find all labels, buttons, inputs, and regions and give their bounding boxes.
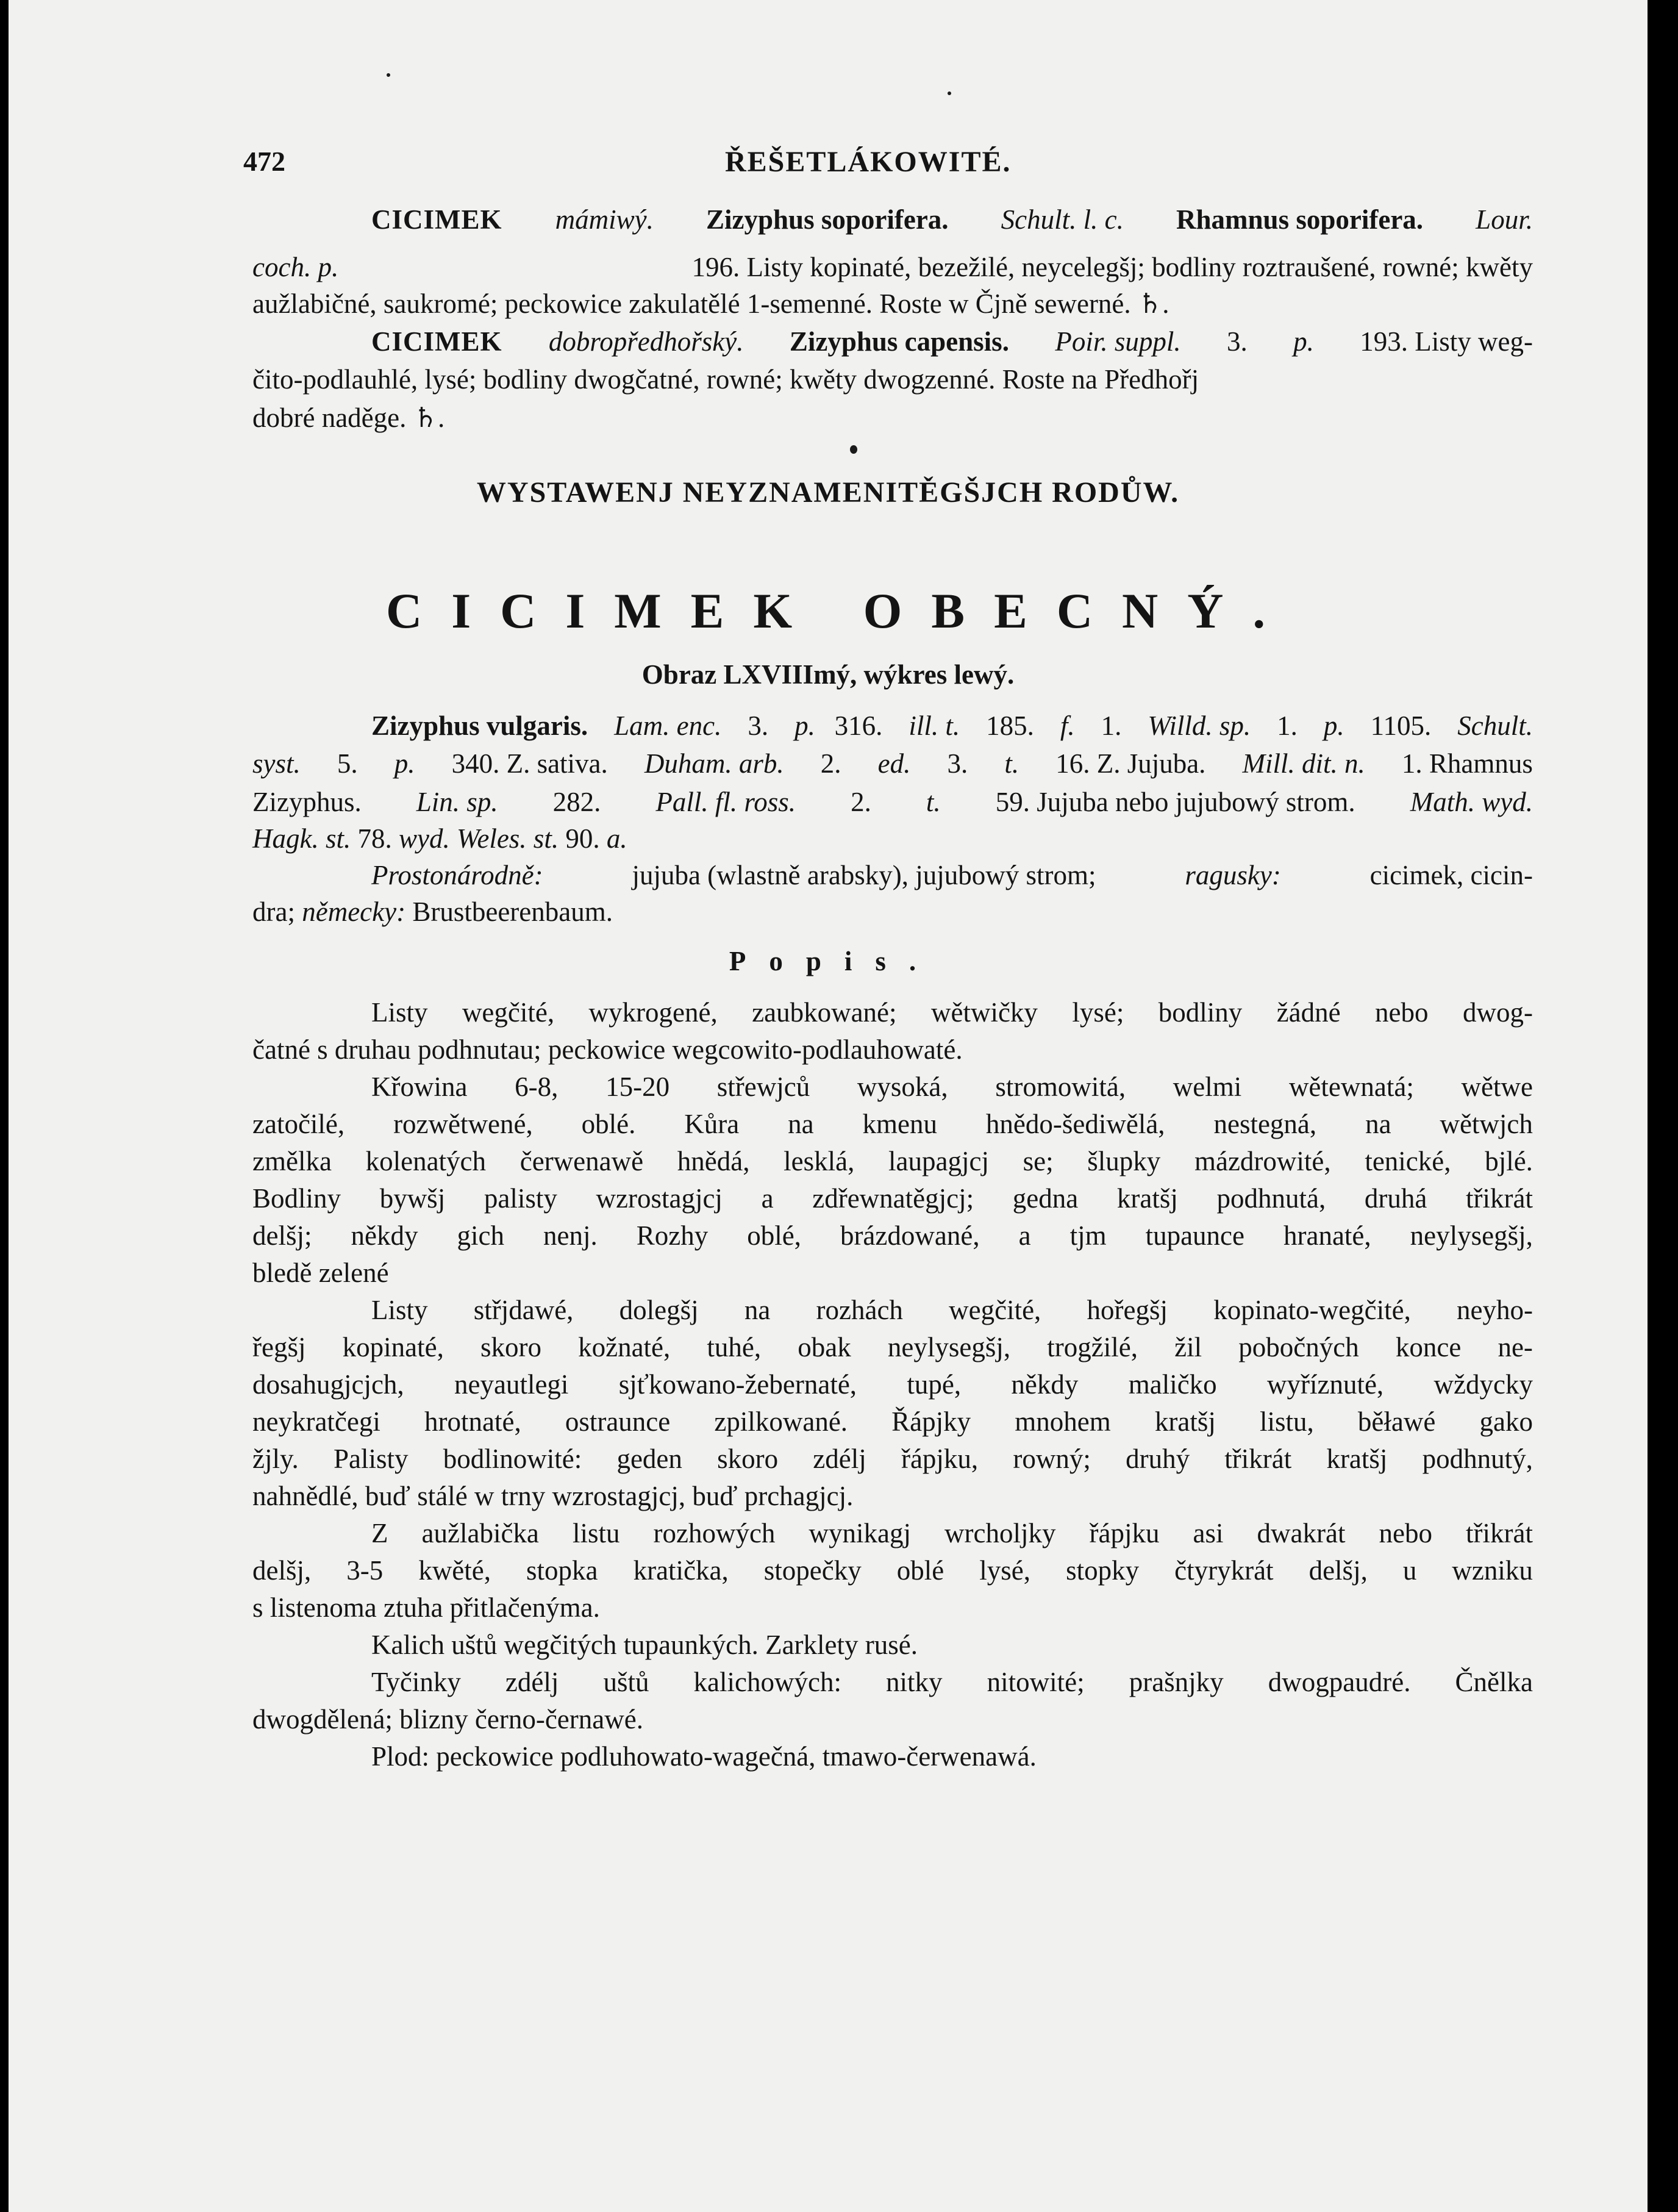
word: wegčité, <box>462 997 555 1028</box>
word: neyho- <box>1457 1295 1533 1325</box>
word: asi <box>1193 1518 1224 1548</box>
paper-speck <box>948 91 951 95</box>
word: brázdowané, <box>840 1220 980 1251</box>
word: kratšj <box>1116 1183 1178 1214</box>
description-line <box>371 1068 1533 1105</box>
word: oblé <box>896 1555 944 1586</box>
text-run: ed. <box>877 748 918 779</box>
word: wynikagj <box>809 1518 911 1548</box>
word: ne- <box>1498 1332 1533 1362</box>
word: lysé, <box>979 1555 1031 1586</box>
text-run: 340. Z. sativa. <box>451 748 615 779</box>
text-run: ill. t. <box>909 710 967 741</box>
synonym-line <box>371 707 1533 744</box>
text-run: CICIMEK <box>371 326 510 357</box>
text-run: p. <box>794 710 815 741</box>
word: nebo <box>1379 1518 1432 1548</box>
word: mázdrowité, <box>1194 1146 1331 1176</box>
word: neylysegšj, <box>887 1332 1011 1362</box>
book-page <box>9 0 1648 2212</box>
word: kratšj <box>1154 1406 1216 1437</box>
word: kopinaté, <box>342 1332 444 1362</box>
word: rozwětwené, <box>393 1109 533 1139</box>
text-run: 193. Listy weg- <box>1360 326 1533 357</box>
text-run: aužlabičné, saukromé; peckowice zakulatělé 1-semenné. Roste w Čjně sewerné. ♄. <box>252 288 1169 319</box>
line-text: bledě zelené <box>252 1258 389 1288</box>
line-text: Kalich uštů wegčitých tupaunkých. Zarklety rusé. <box>371 1630 918 1660</box>
word: hnědo-šediwělá, <box>985 1109 1165 1139</box>
synonym-line <box>371 857 1533 893</box>
text-run: cicimek, cicin- <box>1369 860 1533 890</box>
word: kmenu <box>862 1109 937 1139</box>
word: hranaté, <box>1283 1220 1371 1251</box>
entry-line <box>252 285 1533 322</box>
word: řápjku <box>1089 1518 1160 1548</box>
text-run: mámiwý. <box>555 204 661 235</box>
word: stopka <box>526 1555 598 1586</box>
text-run: p. <box>1323 710 1351 741</box>
description-line <box>252 1180 1533 1217</box>
word: wětwe <box>1461 1072 1533 1102</box>
text-run: ragusky: <box>1185 860 1288 890</box>
word: delšj, <box>1308 1555 1368 1586</box>
description-line <box>252 1403 1533 1440</box>
word: žádné <box>1276 997 1341 1028</box>
word: tenické, <box>1365 1146 1451 1176</box>
word: střewjců <box>716 1072 810 1102</box>
description-line <box>252 1217 1533 1254</box>
line-text: dwogdělená; blizny černo-černawé. <box>252 1704 643 1734</box>
word: tupé, <box>907 1369 962 1400</box>
text-run: Hagk. st. <box>252 823 358 854</box>
word: 15-20 <box>605 1072 670 1102</box>
description-line <box>371 1627 1533 1663</box>
word: nestegná, <box>1213 1109 1317 1139</box>
word: kratička, <box>633 1555 729 1586</box>
word: bywšj <box>379 1183 446 1214</box>
text-run: f. <box>1060 710 1082 741</box>
word: trogžilé, <box>1047 1332 1138 1362</box>
text-run: 1. <box>1101 710 1129 741</box>
text-run: Poir. suppl. <box>1055 326 1188 357</box>
word: tuhé, <box>707 1332 762 1362</box>
synonym-line <box>252 820 1533 857</box>
text-run: 185. <box>986 710 1041 741</box>
text-run: Math. wyd. <box>1410 787 1533 817</box>
word: delšj; <box>252 1220 312 1251</box>
word: skoro <box>717 1444 779 1474</box>
word: listu, <box>1260 1406 1314 1437</box>
word: Řápjky <box>891 1406 971 1437</box>
text-run: Lour. <box>1476 204 1533 235</box>
word: Listy <box>371 997 428 1028</box>
text-run: Pall. fl. ross. <box>655 787 803 817</box>
word: gedna <box>1012 1183 1079 1214</box>
description-line <box>252 1701 1533 1738</box>
word: druhý <box>1126 1444 1190 1474</box>
description-line <box>252 1255 1533 1291</box>
word: lesklá, <box>784 1146 855 1176</box>
word: dwog- <box>1462 997 1533 1028</box>
word: u <box>1402 1555 1417 1586</box>
text-run: 3. <box>748 710 776 741</box>
description-line <box>252 1106 1533 1142</box>
description-line <box>252 1589 1533 1626</box>
word: někdy <box>1011 1369 1079 1400</box>
text-run: p. <box>1293 326 1321 357</box>
text-run: Lin. sp. <box>416 787 505 817</box>
word: wětwjch <box>1440 1109 1533 1139</box>
word: lysé; <box>1072 997 1124 1028</box>
text-run: 282. <box>552 787 608 817</box>
line-text: nahnědlé, buď stálé w trny wzrostagjcj, buď prchagjcj. <box>252 1481 854 1511</box>
entry-line <box>252 249 1533 285</box>
word: kwěté, <box>418 1555 491 1586</box>
text-run: Willd. sp. <box>1148 710 1258 741</box>
word: třikrát <box>1224 1444 1292 1474</box>
synonym-line <box>252 745 1533 782</box>
word: Čnělka <box>1455 1667 1533 1697</box>
word: Z <box>371 1518 388 1548</box>
popis-heading: Popis. <box>729 946 940 976</box>
word: hořegšj <box>1087 1295 1168 1325</box>
word: někdy <box>351 1220 418 1251</box>
word: kratšj <box>1326 1444 1388 1474</box>
description-line <box>252 1329 1533 1365</box>
text-run: wyd. Weles. st. <box>399 823 566 854</box>
word: na <box>788 1109 814 1139</box>
word: gich <box>457 1220 504 1251</box>
word: wětwičky <box>930 997 1038 1028</box>
synonym-line <box>252 893 1533 930</box>
text-run: dobropředhořský. <box>548 326 751 357</box>
species-title: CICIMEK OBECNÝ. <box>386 583 1294 639</box>
word: stopky <box>1066 1555 1140 1586</box>
word: běławé <box>1357 1406 1436 1437</box>
word: delšj, <box>252 1555 312 1586</box>
text-run: 59. Jujuba nebo jujubowý strom. <box>995 787 1362 817</box>
word: a <box>761 1183 774 1214</box>
description-line <box>371 1515 1533 1552</box>
word: rozhách <box>816 1295 903 1325</box>
word: hrotnaté, <box>424 1406 521 1437</box>
word: stromowitá, <box>995 1072 1126 1102</box>
word: dwogpaudré. <box>1268 1667 1411 1697</box>
text-run: 1. <box>1277 710 1305 741</box>
running-head: ŘEŠETLÁKOWITÉ. <box>725 146 1012 178</box>
word: wyříznuté, <box>1267 1369 1384 1400</box>
word: a <box>1018 1220 1031 1251</box>
description-line <box>252 1478 1533 1514</box>
word: aužlabička <box>421 1518 539 1548</box>
text-run: coch. p. <box>252 252 346 282</box>
word: sjťkowano-žebernaté, <box>618 1369 857 1400</box>
word: stopečky <box>763 1555 862 1586</box>
text-run: 196. Listy kopinaté, bezežilé, neycelegšj; bodliny roztraušené, rowné; kwěty <box>691 252 1533 282</box>
entry-line <box>252 361 1533 398</box>
word: tupaunce <box>1145 1220 1244 1251</box>
text-run: Zizyphus capensis. <box>789 326 1016 357</box>
text-run: t. <box>1004 748 1026 779</box>
word: Křowina <box>371 1072 468 1102</box>
word: rozhowých <box>653 1518 776 1548</box>
word: Kůra <box>684 1109 740 1139</box>
word: druhá <box>1364 1183 1427 1214</box>
word: listu <box>572 1518 620 1548</box>
word: uštů <box>603 1667 649 1697</box>
word: Palisty <box>334 1444 409 1474</box>
word: dolegšj <box>619 1295 699 1325</box>
word: se; <box>1023 1146 1054 1176</box>
word: gako <box>1479 1406 1533 1437</box>
description-line <box>252 1441 1533 1477</box>
entry-line <box>371 201 1533 238</box>
text-run: 16. Z. Jujuba. <box>1055 748 1213 779</box>
word: nitky <box>886 1667 943 1697</box>
word: wykrogené, <box>588 997 718 1028</box>
word: na <box>744 1295 771 1325</box>
paper-speck <box>850 445 857 454</box>
text-run: německy: <box>302 897 413 927</box>
description-line <box>371 994 1533 1031</box>
text-run: Zizyphus soporifera. <box>706 204 955 235</box>
word: na <box>1365 1109 1391 1139</box>
line-text: s listenoma ztuha přitlačenýma. <box>252 1592 600 1623</box>
word: bjlé. <box>1485 1146 1533 1176</box>
text-run: 1. Rhamnus <box>1401 748 1533 779</box>
word: tjm <box>1069 1220 1107 1251</box>
word: řápjku, <box>901 1444 979 1474</box>
text-run: a. <box>606 823 627 854</box>
text-run: dobré naděge. ♄. <box>252 403 445 433</box>
word: neyautlegi <box>454 1369 569 1400</box>
word: zatočilé, <box>252 1109 345 1139</box>
word: 6-8, <box>515 1072 559 1102</box>
word: mnohem <box>1015 1406 1111 1437</box>
word: maličko <box>1128 1369 1217 1400</box>
word: neykratčegi <box>252 1406 380 1437</box>
word: dosahugjcjch, <box>252 1369 404 1400</box>
word: podhnutý, <box>1422 1444 1533 1474</box>
text-run: p. <box>394 748 422 779</box>
text-run: čito-podlauhlé, lysé; bodliny dwogčatné, rowné; kwěty dwogzenné. Roste na Předhořj <box>252 364 1199 395</box>
word: Bodliny <box>252 1183 341 1214</box>
entry-line <box>252 399 1533 436</box>
word: Tyčinky <box>371 1667 461 1697</box>
description-line <box>252 1552 1533 1589</box>
word: wysoká, <box>857 1072 948 1102</box>
word: zdélj <box>505 1667 559 1697</box>
word: střjdawé, <box>473 1295 574 1325</box>
word: změlka <box>252 1146 332 1176</box>
description-line <box>252 1031 1533 1068</box>
word: třikrát <box>1466 1518 1533 1548</box>
description-line <box>252 1143 1533 1179</box>
text-run: Prostonárodně: <box>371 860 550 890</box>
page-number: 472 <box>243 146 285 177</box>
description-line <box>371 1738 1533 1775</box>
text-run: CICIMEK <box>371 204 510 235</box>
word: oblé, <box>747 1220 801 1251</box>
word: skoro <box>480 1332 541 1362</box>
word: kožnaté, <box>578 1332 671 1362</box>
word: geden <box>616 1444 682 1474</box>
text-run: Duham. arb. <box>644 748 791 779</box>
word: ostraunce <box>565 1406 671 1437</box>
text-run: 1105. <box>1370 710 1438 741</box>
line-text: Plod: peckowice podluhowato-wagečná, tmawo-čerwenawá. <box>371 1741 1037 1772</box>
text-run: 5. <box>337 748 365 779</box>
word: čerwenawě <box>519 1146 644 1176</box>
text-run: jujuba (wlastně arabsky), jujubowý strom; <box>632 860 1103 890</box>
word: prašnjky <box>1129 1667 1224 1697</box>
word: pobočných <box>1238 1332 1359 1362</box>
word: třikrát <box>1466 1183 1533 1214</box>
word: oblé. <box>581 1109 636 1139</box>
word: kopinato-wegčité, <box>1213 1295 1411 1325</box>
synonym-line <box>252 784 1533 820</box>
word: kolenatých <box>365 1146 487 1176</box>
text-run: 2. <box>820 748 848 779</box>
word: neylysegšj, <box>1410 1220 1533 1251</box>
word: konce <box>1395 1332 1462 1362</box>
text-run: 78. <box>357 823 399 854</box>
section-heading: WYSTAWENJ NEYZNAMENITĚGŠJCH RODŮW. <box>476 476 1180 509</box>
text-run: Mill. dit. n. <box>1242 748 1373 779</box>
text-run: Schult. l. c. <box>1001 204 1131 235</box>
word: palisty <box>484 1183 557 1214</box>
text-run: Brustbeerenbaum. <box>412 897 613 927</box>
word: řegšj <box>252 1332 306 1362</box>
word: wzrostagjcj <box>596 1183 723 1214</box>
line-text: čatné s druhau podhnutau; peckowice wegcowito-podlauhowaté. <box>252 1034 963 1065</box>
word: 3-5 <box>346 1555 384 1586</box>
text-run: Zizyphus. <box>252 787 368 817</box>
text-run: 2. <box>851 787 879 817</box>
description-line <box>371 1292 1533 1328</box>
word: podhnutá, <box>1216 1183 1326 1214</box>
text-run: dra; <box>252 897 302 927</box>
word: zdélj <box>813 1444 866 1474</box>
word: čtyrykrát <box>1174 1555 1274 1586</box>
entry-line <box>371 323 1533 360</box>
text-run: Schult. <box>1457 710 1533 741</box>
description-line <box>371 1664 1533 1700</box>
text-run: 3. <box>1226 326 1254 357</box>
word: dwakrát <box>1257 1518 1346 1548</box>
word: wždycky <box>1433 1369 1533 1400</box>
text-run: 90. <box>565 823 607 854</box>
text-run: t. <box>926 787 948 817</box>
word: zdřewnatěgjcj; <box>812 1183 974 1214</box>
word: hnědá, <box>677 1146 750 1176</box>
text-run: syst. <box>252 748 307 779</box>
word: žil <box>1174 1332 1202 1362</box>
word: bodliny <box>1158 997 1243 1028</box>
text-run: Lam. enc. <box>614 710 729 741</box>
word: wzniku <box>1452 1555 1533 1586</box>
word: šlupky <box>1087 1146 1161 1176</box>
word: welmi <box>1173 1072 1242 1102</box>
plate-reference: Obraz LXVIIImý, wýkres lewý. <box>641 659 1015 690</box>
text-run: Zizyphus vulgaris. <box>371 710 595 741</box>
word: kalichowých: <box>693 1667 841 1697</box>
word: zaubkowané; <box>752 997 897 1028</box>
word: wrcholjky <box>944 1518 1056 1548</box>
text-run: 3. <box>947 748 975 779</box>
paper-speck <box>387 73 390 77</box>
word: žjly. <box>252 1444 299 1474</box>
word: nenj. <box>543 1220 598 1251</box>
description-line <box>252 1366 1533 1403</box>
text-run: Rhamnus soporifera. <box>1176 204 1430 235</box>
word: nitowité; <box>987 1667 1085 1697</box>
word: Rozhy <box>636 1220 709 1251</box>
text-run: 316. <box>834 710 890 741</box>
word: obak <box>798 1332 851 1362</box>
word: wegčité, <box>949 1295 1041 1325</box>
word: zpilkowané. <box>714 1406 848 1437</box>
word: laupagjcj <box>888 1146 989 1176</box>
word: nebo <box>1375 997 1429 1028</box>
word: bodlinowité: <box>443 1444 582 1474</box>
word: Listy <box>371 1295 428 1325</box>
word: wětewnatá; <box>1288 1072 1414 1102</box>
word: rowný; <box>1013 1444 1091 1474</box>
